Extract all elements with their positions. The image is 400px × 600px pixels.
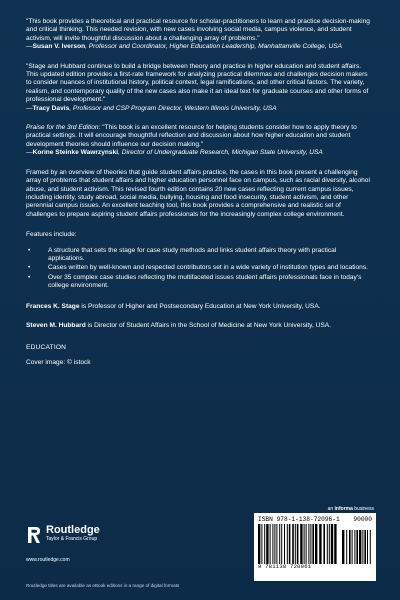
cover-image-credit: Cover image: © istock bbox=[26, 359, 91, 367]
endorsement-attribution: —Susan V. Iverson, Professor and Coordinator, Higher Education Leadership, Manhattanville College, USA bbox=[26, 43, 343, 51]
endorsement-attribution: —Tracy Davis, Professor and CSP Program Director, Western Illinois University, USA bbox=[26, 104, 277, 112]
barcode-digits: 9 781138 720961 bbox=[258, 563, 312, 570]
informa-suffix: business bbox=[352, 506, 374, 512]
endorser-name: Korine Steinke Wawrzynski bbox=[32, 149, 119, 157]
author-bio-text: is Professor of Higher and Postsecondary Education at New York University, USA. bbox=[79, 302, 321, 310]
author-bio-text: is Director of Student Affairs in the School of Medicine at New York University, USA. bbox=[85, 321, 332, 329]
author-bio-1 bbox=[26, 303, 374, 311]
price-code: 90000 bbox=[353, 516, 372, 523]
features-list bbox=[26, 247, 374, 291]
endorsement-attribution: —Korine Steinke Wawrzynski, Director of Undergraduate Research, Michigan State University, USA bbox=[26, 149, 323, 157]
endorsement-3 bbox=[26, 124, 374, 158]
features-title: Features include: bbox=[26, 231, 77, 239]
publisher-group: Taylor & Francis Group bbox=[46, 536, 98, 542]
author-bio-2 bbox=[26, 322, 374, 330]
endorsement-text: "This book provides a theoretical and practical resource for scholar-practitioners to learn and practice decision-making and critical thinking. This needed revision, with new cases involving social media, campus violence, and student activism, will invite thoughtful discussion about a challenging array of problems." bbox=[26, 18, 370, 42]
endorser-name: Tracy Davis bbox=[32, 104, 70, 112]
isbn-number: ISBN 978-1-138-72096-1 bbox=[258, 516, 340, 523]
praise-label: Praise for the 3rd Edition: bbox=[26, 124, 101, 132]
endorsement-1 bbox=[26, 18, 374, 52]
book-description: Framed by an overview of theories that guide student affairs practice, the cases in this book present a challenging array of problems that student affairs and higher education personnel face on campus, such as racial diversity, alcohol abuse, and student activism. This revised fourth edition contains 20 new cases reflecting current campus issues, including identity, study abroad, social media, bullying, housing and food insecurity, student activism, and other perennial campus issues. An excellent teaching tool, this book provides a comprehensive and realistic set of challenges to prepare aspiring student affairs professionals for the increasingly complex college environment. bbox=[26, 168, 370, 218]
informa-brand: informa bbox=[334, 506, 353, 512]
informa-business-mark bbox=[328, 506, 374, 512]
publisher-logo bbox=[26, 525, 100, 545]
endorser-role: , Professor and CSP Program Director, Western Illinois University, USA bbox=[69, 104, 277, 112]
publisher-url: www.routledge.com bbox=[26, 557, 70, 563]
feature-item: • A structure that sets the stage for case study methods and links student affairs theory with practical applications. bbox=[26, 247, 374, 264]
endorsement-2 bbox=[26, 63, 374, 113]
routledge-logo-icon bbox=[26, 525, 42, 545]
endorser-name: Susan V. Iverson bbox=[32, 43, 86, 51]
ebook-note: Routledge titles are available as eBook editions in a range of digital formats bbox=[26, 583, 180, 588]
barcode-main-icon bbox=[258, 524, 338, 564]
endorsement-body: "This book is an excellent resource for helping students consider how to apply theory to practical settings. It will encourage thoughtful reflection and discussion about how higher education and student development theories should influence our decision making." bbox=[26, 124, 357, 148]
feature-item: • Cases written by well-known and respected contributors set in a wide variety of institution types and locations. bbox=[26, 264, 374, 272]
barcode-addon-icon bbox=[342, 530, 372, 564]
endorser-role: , Director of Undergraduate Research, Michigan State University, USA bbox=[118, 149, 323, 157]
barcode-bars bbox=[258, 524, 372, 564]
feature-item: • Over 35 complex case studies reflecting the multifaceted issues student affairs professionals face in today's college environment. bbox=[26, 274, 374, 291]
endorser-role: , Professor and Coordinator, Higher Education Leadership, Manhattanville College, USA bbox=[85, 43, 343, 51]
endorsement-text: "Stage and Hubbard continue to build a bridge between theory and practice in higher education and student affairs. This updated edition provides a first-rate framework for analyzing practical dilemmas and challenges decision makers to consider nuances of institutional history, political context, legal ramifications, and other critical factors. The variety, realism, and contemporary quality of the new cases also make it an ideal text for graduate courses and other forms of professional development." bbox=[26, 62, 369, 104]
informa-prefix: an bbox=[327, 506, 335, 512]
isbn-barcode bbox=[254, 513, 376, 581]
publisher-name: Routledge bbox=[46, 524, 100, 536]
author-name: Steven M. Hubbard bbox=[26, 321, 86, 329]
endorsement-text bbox=[26, 124, 374, 149]
publisher-text bbox=[46, 525, 100, 542]
subject-category: EDUCATION bbox=[26, 344, 67, 352]
author-name: Frances K. Stage bbox=[26, 302, 80, 310]
